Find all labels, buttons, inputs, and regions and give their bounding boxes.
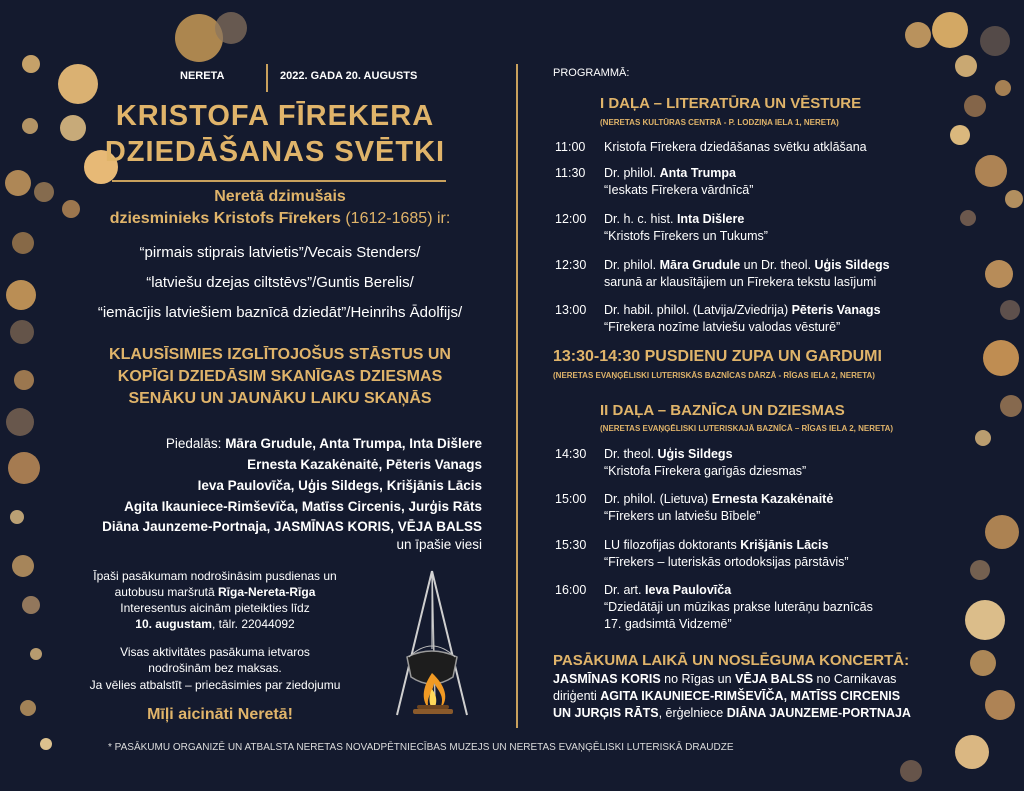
note-line-2 [60, 584, 370, 600]
call-line-3: SENĀKU UN JAUNĀKU LAIKU SKAŅĀS [128, 390, 432, 407]
participants-guests: un īpašie viesi [396, 537, 482, 552]
item-1430-title: Dr. theol. [604, 447, 658, 461]
item-1600 [604, 582, 964, 633]
item-1300-title: Dr. habil. philol. (Latvija/Zviedrija) [604, 303, 792, 317]
part-2-title: II DAĻA – BAZNĪCA UN DZIESMAS [600, 402, 845, 419]
page-title [90, 98, 460, 170]
note-line-7: Ja vēlies atbalstīt – priecāsimies par ziedojumu [89, 678, 341, 692]
item-1230-topic: sarunā ar klausītājiem un Fīrekera tekstu lasījumi [604, 275, 877, 289]
item-1230-title-2: un Dr. theol. [740, 258, 815, 272]
note-route: Rīga-Nereta-Rīga [218, 585, 316, 599]
concert-conductor-3: UN JURĢIS RĀTS [553, 706, 659, 720]
item-1230-speaker-2: Uģis Sildegs [814, 258, 890, 272]
quote-3: “iemācījis latviešiem baznīcā dziedāt”/Heinrihs Ādolfijs/ [97, 304, 463, 321]
intro-composer: dziesminieks Kristofs Fīrekers [109, 210, 341, 227]
concert-title: PASĀKUMA LAIKĀ UN NOSLĒGUMA KONCERTĀ: [553, 652, 910, 669]
item-1500-speaker: Ernesta Kazakėnaitė [711, 492, 834, 506]
time-1530: 15:30 [555, 538, 587, 552]
item-1130-topic: “Ieskats Fīrekera vārdnīcā” [604, 183, 754, 197]
participants-line-3: Ieva Paulovīča, Uģis Sildegs, Krišjānis Lācis [197, 478, 482, 493]
concert-conductors-label: diriģenti [553, 689, 601, 703]
header-place: NERETA [180, 70, 225, 82]
quote-2: “latviešu dzejas ciltstēvs”/Guntis Berelis/ [146, 274, 414, 291]
time-1430: 14:30 [555, 447, 587, 461]
item-1430 [604, 446, 964, 480]
concert-organist: DIĀNA JAUNZEME-PORTNAJA [726, 706, 911, 720]
item-1430-topic: “Kristofa Fīrekera garīgās dziesmas” [604, 464, 807, 478]
title-divider [112, 180, 446, 182]
title-line-1: KRISTOFA FĪREKERA [115, 100, 435, 132]
lunch-title: 13:30-14:30 PUSDIENU ZUPA UN GARDUMI [553, 348, 882, 365]
lunch-location: (NERETAS EVAŅĢĒLISKI LUTERISKĀS BAZNĪCAS DĀRZĀ - RĪGAS IELA 2, NERETA) [553, 371, 875, 380]
time-1500: 15:00 [555, 492, 587, 506]
participants-line-4: Agita Ikauniece-Rimševīča, Matīss Circenis, Jurģis Rāts [124, 499, 482, 514]
participants-label: Piedalās: [165, 436, 226, 451]
item-1600-speaker: Ieva Paulovīča [644, 583, 732, 597]
concert-text-1: no Rīgas un [660, 672, 736, 686]
item-1230-speaker: Māra Grudule [659, 258, 741, 272]
title-line-2: DZIEDĀŠANAS SVĒTKI [104, 136, 446, 168]
item-1600-topic: “Dziedātāji un mūzikas prakse luterāņu baznīcās [604, 600, 873, 614]
item-1500 [604, 491, 964, 525]
item-1200 [604, 211, 964, 245]
time-1100: 11:00 [555, 140, 586, 154]
concert-text-2: no Carnikavas [813, 672, 897, 686]
item-1200-speaker: Inta Dišlere [676, 212, 745, 226]
part-1-title: I DAĻA – LITERATŪRA UN VĒSTURE [600, 95, 862, 112]
item-1300-speaker: Pēteris Vanags [791, 303, 881, 317]
column-divider [516, 64, 518, 728]
quote-1: “pirmais stiprais latvietis”/Vecais Stenders/ [139, 244, 421, 261]
concert-text [553, 671, 973, 722]
note-line-5: Visas aktivitātes pasākuma ietvaros [120, 645, 310, 659]
participants-line-2: Ernesta Kazakėnaitė, Pēteris Vanags [247, 457, 482, 472]
concert-organist-label: , ērģelniece [658, 706, 727, 720]
concert-choir-1: JASMĪNAS KORIS [553, 672, 661, 686]
item-1530-title: LU filozofijas doktorants [604, 538, 741, 552]
welcome-text: Mīļi aicināti Neretā! [147, 706, 293, 723]
note-line-4 [60, 616, 370, 632]
note-phone: , tālr. 22044092 [211, 617, 295, 631]
time-1300: 13:00 [555, 303, 587, 317]
item-1300-topic: “Fīrekera nozīme latviešu valodas vēsturē” [604, 320, 841, 334]
note-route-prefix: autobusu maršrutā [114, 585, 219, 599]
time-1230: 12:30 [555, 258, 587, 272]
note-line-3: Interesentus aicinām pieteikties līdz [120, 601, 310, 615]
intro-text [60, 186, 500, 230]
footer-organizers: * PASĀKUMU ORGANIZĒ UN ATBALSTA NERETAS NOVADPĒTNIECĪBAS MUZEJS UN NERETAS EVAŅĢĒLISKI LUTERISKĀ DRAUDZE [108, 742, 734, 753]
item-1500-title: Dr. philol. (Lietuva) [604, 492, 712, 506]
item-1130 [604, 165, 964, 199]
item-1130-speaker: Anta Trumpa [659, 166, 736, 180]
intro-line-1: Neretā dzimušais [214, 188, 346, 205]
concert-conductors: AGITA IKAUNIECE-RIMŠEVĪČA, MATĪSS CIRCENIS [600, 689, 901, 703]
participants-line-1 [22, 433, 482, 454]
item-1300 [604, 302, 964, 336]
item-1130-title: Dr. philol. [604, 166, 660, 180]
note-deadline: 10. augustam [135, 617, 212, 631]
intro-years: (1612-1685) ir: [340, 210, 451, 227]
header-date: 2022. GADA 20. AUGUSTS [280, 70, 418, 82]
participants-line-5: Diāna Jaunzeme-Portnaja, JASMĪNAS KORIS, VĒJA BALSS [102, 519, 482, 534]
item-1600-title: Dr. art. [604, 583, 645, 597]
item-1600-topic-2: 17. gadsimtā Vidzemē” [604, 617, 732, 631]
concert-choir-2: VĒJA BALSS [735, 672, 814, 686]
participants-names-1: Māra Grudule, Anta Trumpa, Inta Dišlere [225, 436, 482, 451]
time-1600: 16:00 [555, 583, 587, 597]
item-1200-title: Dr. h. c. hist. [604, 212, 677, 226]
program-label: PROGRAMMĀ: [553, 67, 630, 79]
call-line-1: KLAUSĪSIMIES IZGLĪTOJOŠUS STĀSTUS UN [109, 346, 451, 363]
note-line-1: Īpaši pasākumam nodrošināsim pusdienas un [93, 569, 337, 583]
item-1430-speaker: Uģis Sildegs [657, 447, 733, 461]
call-to-action [70, 344, 490, 410]
cauldron-icon [385, 565, 480, 720]
item-1230 [604, 257, 964, 291]
time-1130: 11:30 [555, 166, 586, 180]
item-1530-speaker: Krišjānis Lācis [740, 538, 829, 552]
header-separator [266, 64, 268, 92]
note-line-6: nodrošinām bez maksas. [148, 661, 282, 675]
intro-line-2 [60, 208, 500, 230]
item-1230-title: Dr. philol. [604, 258, 660, 272]
part-2-location: (NERETAS EVAŅĢĒLISKI LUTERISKAJĀ BAZNĪCĀ – RĪGAS IELA 2, NERETA) [600, 424, 894, 433]
item-1530-topic: “Fīrekers – luteriskās ortodoksijas pārstāvis” [604, 555, 849, 569]
time-1200: 12:00 [555, 212, 587, 226]
call-line-2: KOPĪGI DZIEDĀSIM SKANĪGAS DZIESMAS [117, 368, 443, 385]
item-1100: Kristofa Fīrekera dziedāšanas svētku atklāšana [604, 140, 867, 154]
item-1500-topic: “Fīrekers un latviešu Bībele” [604, 509, 761, 523]
item-1530 [604, 537, 964, 571]
item-1200-topic: “Kristofs Fīrekers un Tukums” [604, 229, 768, 243]
part-1-location: (NERETAS KULTŪRAS CENTRĀ - P. LODZIŅA IELA 1, NERETA) [600, 118, 839, 127]
